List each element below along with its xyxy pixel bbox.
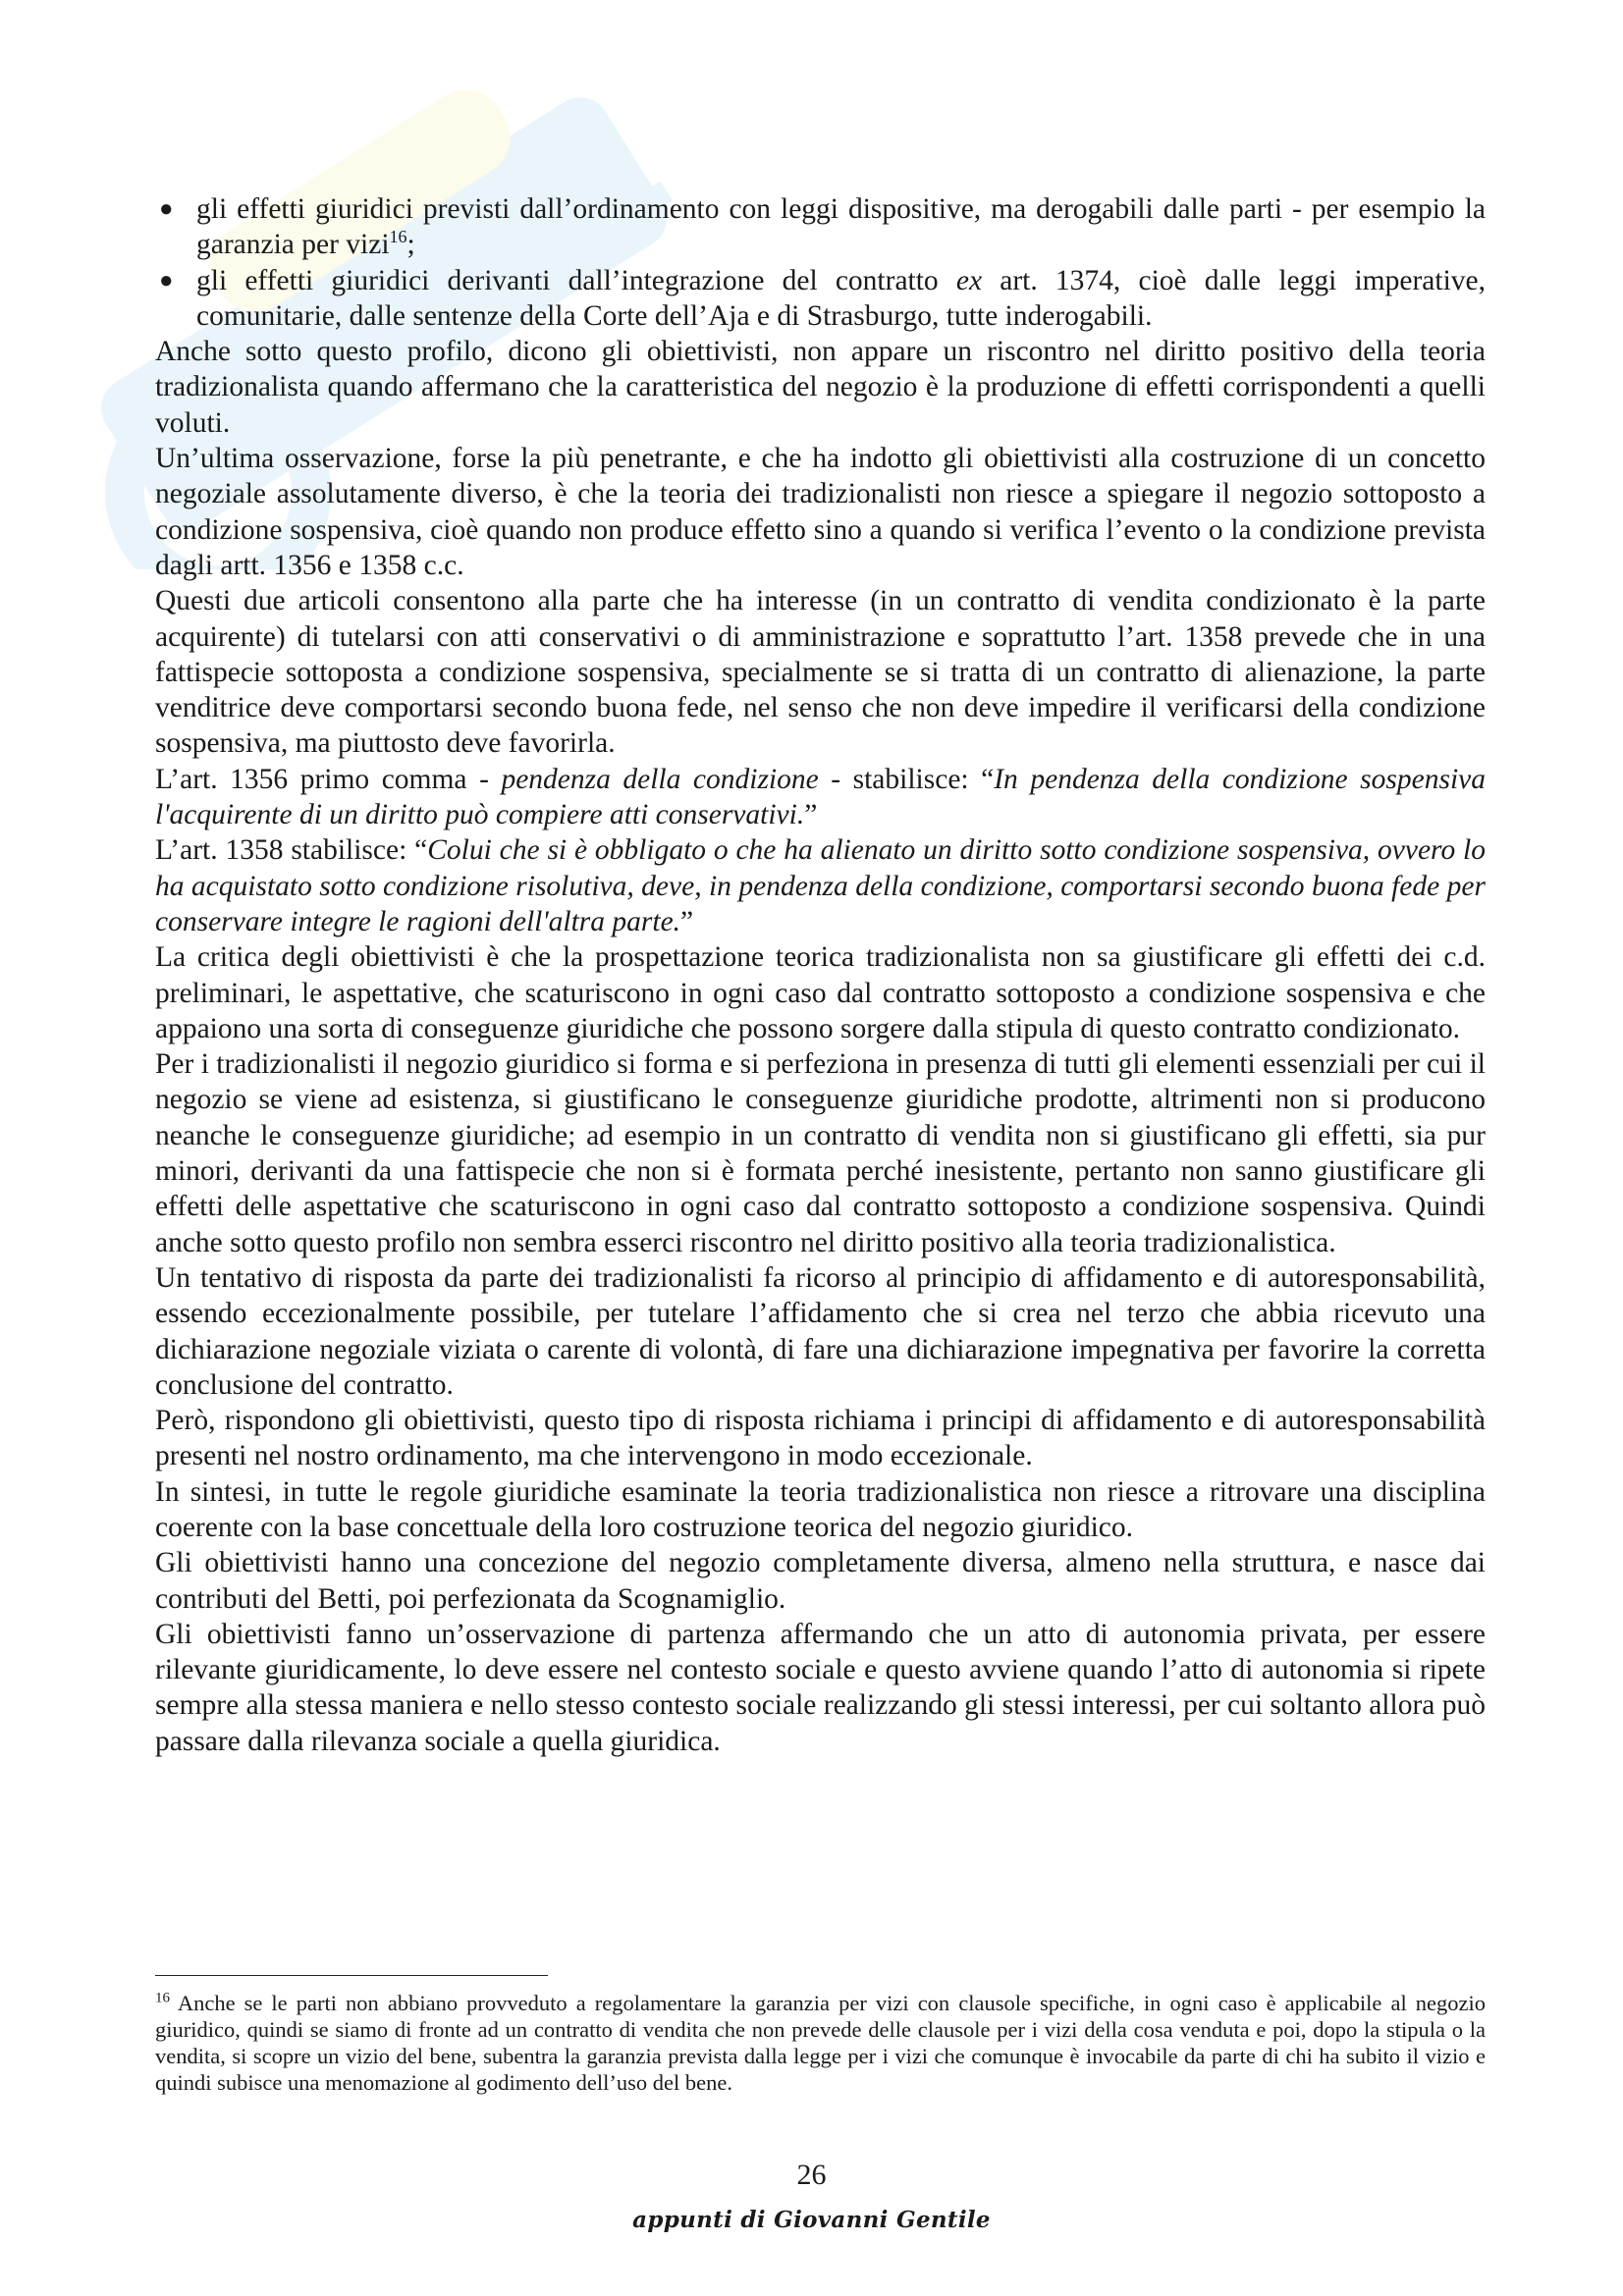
footnote xyxy=(155,1990,1486,2096)
paragraph: Però, rispondono gli obiettivisti, questo tipo di risposta richiama i principi di affidamento e di autoresponsabilità presenti nel nostro ordinamento, ma che intervengono in modo eccezionale. xyxy=(155,1405,1486,1472)
bullet-text: gli effetti giuridici derivanti dall’integrazione del contratto xyxy=(196,264,956,296)
quote-span: In pendenza della condizione sospensiva l'acquirente di un diritto può compiere atti conservativi. xyxy=(155,763,1486,831)
bullet-text-end: ; xyxy=(406,229,415,261)
bullet-list xyxy=(155,191,1486,334)
text-span: L’art. 1356 primo comma - xyxy=(155,763,502,795)
footnote-text: Anche se le parti non abbiano provveduto a regolamentare la garanzia per vizi con clausole specifiche, in ogni caso è applicabile al negozio giuridico, quindi se siamo di fronte ad un contratto di vendita che non prevede delle clausole per i vizi della cosa venduta e poi, dopo la stipula o la vendita, si scopre un vizio del bene, subentra la garanzia prevista dalla legge per i vizi che comunque è invocabile da parte di chi ha subito il vizio e quindi subisce una menomazione al godimento dell’uso del bene. xyxy=(155,1991,1486,2095)
paragraph: Un’ultima osservazione, forse la più penetrante, e che ha indotto gli obiettivisti alla costruzione di un concetto negoziale assolutamente diverso, è che la teoria dei tradizionalisti non riesce a spiegare il negozio sottoposto a condizione sospensiva, cioè quando non produce effetto sino a quando si verifica l’evento o la condizione prevista dagli artt. 1356 e 1358 c.c. xyxy=(155,443,1486,581)
bullet-icon: ● xyxy=(159,267,174,294)
paragraph-art-1356 xyxy=(155,762,1486,833)
paragraph: Anche sotto questo profilo, dicono gli obiettivisti, non appare un riscontro nel diritto positivo della teoria tradizionalista quando affermano che la caratteristica del negozio è la produzione di effetti corrispondenti a quelli voluti. xyxy=(155,336,1486,439)
paragraph: Questi due articoli consentono alla parte che ha interesse (in un contratto di vendita condizionato è la parte acquirente) di tutelarsi con atti conservativi o di amministrazione e soprattutto l’art. 1358 prevede che in una fattispecie sottoposta a condizione sospensiva, specialmente se si tratta di un contratto di alienazione, la parte venditrice deve comportarsi secondo buona fede, nel senso che non deve impedire il verificarsi della condizione sospensiva, ma piuttosto deve favorirla. xyxy=(155,585,1486,760)
paragraph: Gli obiettivisti fanno un’osservazione di partenza affermando che un atto di autonomia privata, per essere rilevante giuridicamente, lo deve essere nel contesto sociale e questo avviene quando l’atto di autonomia si ripete sempre alla stessa maniera e nello stesso contesto sociale realizzando gli stessi interessi, per cui soltanto allora può passare dalla rilevanza sociale a quella giuridica. xyxy=(155,1618,1486,1757)
paragraph-art-1358 xyxy=(155,832,1486,939)
italic-span: pendenza della condizione xyxy=(501,763,819,795)
bullet-item xyxy=(155,263,1486,335)
footnote-divider xyxy=(155,1975,548,1976)
main-text xyxy=(155,191,1486,1759)
footer-signature: appunti di Giovanni Gentile xyxy=(632,2207,991,2233)
text-span: ” xyxy=(680,905,694,937)
paragraph: Per i tradizionalisti il negozio giuridico si forma e si perfeziona in presenza di tutti gli elementi essenziali per cui il negozio se viene ad esistenza, si giustificano le conseguenze giuridiche prodotte, altrimenti non si producono neanche le conseguenze giuridiche; ad esempio in un contratto di vendita non si giustificano gli effetti, sia pur minori, derivanti da una fattispecie che non si è formata perché inesistente, pertanto non sanno giustificare gli effetti delle aspettative che scaturiscono in ogni caso dal contratto sottoposto a condizione sospensiva. Quindi anche sotto questo profilo non sembra esserci riscontro nel diritto positivo alla teoria tradizionalistica. xyxy=(155,1048,1486,1258)
text-span: ” xyxy=(804,799,818,831)
paragraph: Gli obiettivisti hanno una concezione del negozio completamente diversa, almeno nella struttura, e nasce dai contributi del Betti, poi perfezionata da Scognamiglio. xyxy=(155,1547,1486,1615)
bullet-italic: ex xyxy=(955,264,983,296)
paragraph: In sintesi, in tutte le regole giuridiche esaminate la teoria tradizionalistica non riesce a ritrovare una disciplina coerente con la base concettuale della loro costruzione teorica del negozio giuridico. xyxy=(155,1475,1486,1543)
bullet-text-end: art. 1374, cioè dalle leggi imperative, comunitarie, dalle sentenze della Corte dell’Aja e di Strasburgo, tutte inderogabili. xyxy=(196,264,1486,332)
text-span: L’art. 1358 stabilisce: “ xyxy=(155,834,428,867)
page-number: 26 xyxy=(796,2159,827,2191)
footnote-ref: 16 xyxy=(389,227,407,247)
footnote-number: 16 xyxy=(155,1990,170,2006)
bullet-item xyxy=(155,191,1486,263)
text-span: - stabilisce: “ xyxy=(818,763,995,795)
paragraph: Un tentativo di risposta da parte dei tradizionalisti fa ricorso al principio di affidamento e di autoresponsabilità, essendo eccezionalmente possibile, per tutelare l’affidamento che si crea nel terzo che abbia ricevuto una dichiarazione negoziale viziata o carente di volontà, di fare una dichiarazione impegnativa per favorire la corretta conclusione del contratto. xyxy=(155,1261,1486,1401)
quote-span: Colui che si è obbligato o che ha alienato un diritto sotto condizione sospensiva, ovvero lo ha acquistato sotto condizione risolutiva, deve, in pendenza della condizione, comportarsi secondo buona fede per conservare integre le ragioni dell'altra parte. xyxy=(155,834,1486,937)
bullet-text: gli effetti giuridici previsti dall’ordinamento con leggi dispositive, ma derogabili dalle parti - per esempio la garanzia per vizi xyxy=(196,193,1486,261)
bullet-icon: ● xyxy=(159,196,174,222)
paragraph: La critica degli obiettivisti è che la prospettazione teorica tradizionalista non sa giustificare gli effetti dei c.d. preliminari, le aspettative, che scaturiscono in ogni caso dal contratto sottoposto a condizione sospensiva e che appaiono una sorta di conseguenze giuridiche che possono sorgere dalla stipula di questo contratto condizionato. xyxy=(155,941,1486,1044)
